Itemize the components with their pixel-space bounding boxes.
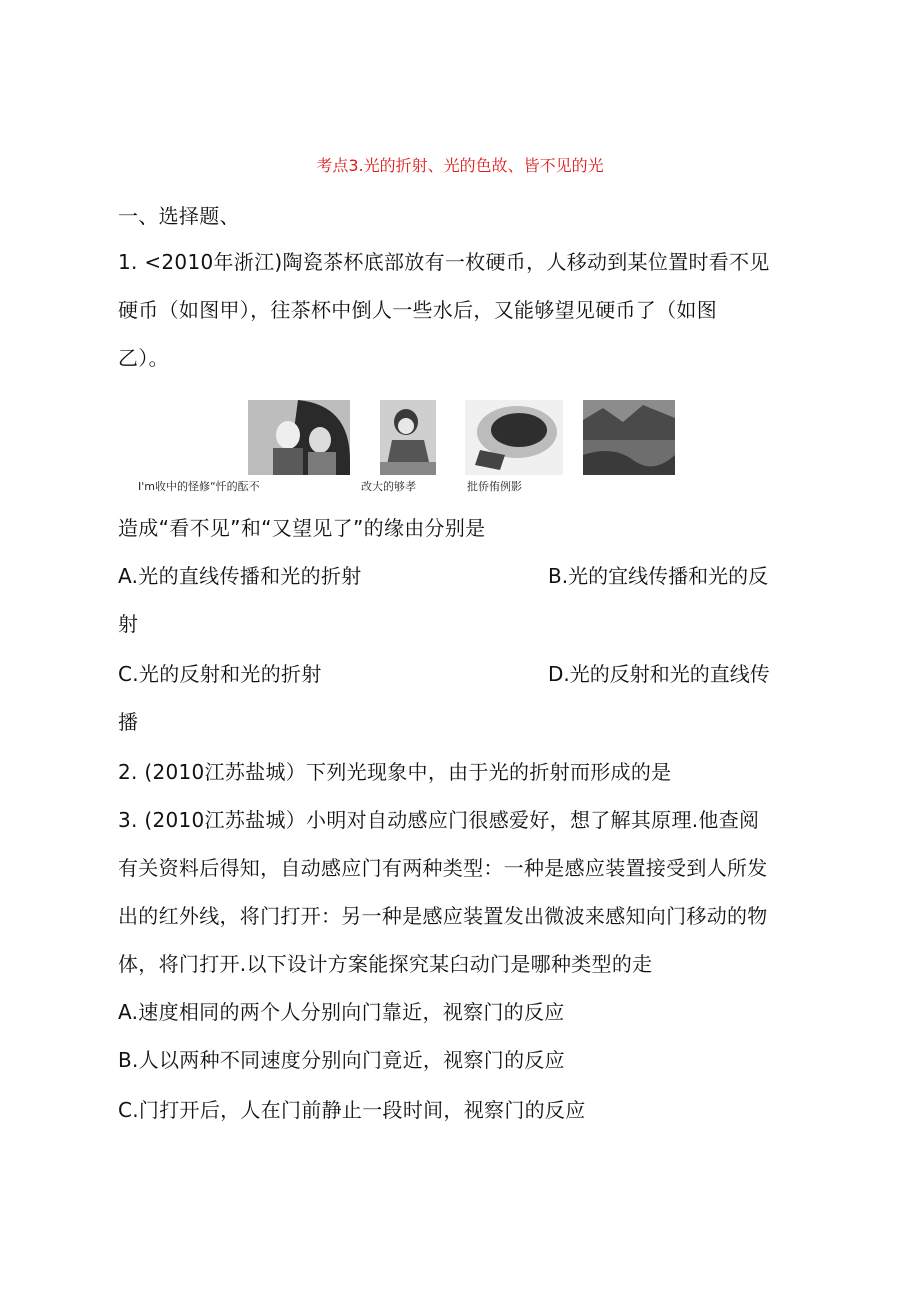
q3-text-line1: 3. (2010江苏盐城）小明对自动感应门很感爱好，想了解其原理.他查阅 [118, 808, 760, 832]
q3-text-line3: 出的红外线，将门打开：另一种是感应装置发出微波来感知向门移动的物 [118, 904, 768, 928]
page-title: 考点3.光的折射、光的色故、皆不见的光 [316, 156, 604, 175]
q3-option-a: A.速度相同的两个人分别向门靠近，视察门的反应 [118, 1000, 565, 1024]
q3-text-line2: 有关资料后得知，自动感应门有两种类型：一种是感应装置接受到人所发 [118, 856, 768, 880]
q3-text-line4: 体，将门打开.以下设计方案能探究某臼动门是哪种类型的走 [118, 952, 653, 976]
q1-option-a: A.光的直线传播和光的折射 [118, 564, 362, 588]
q2-text: 2. (2010江苏盐城）下列光现象中，由于光的折射而形成的是 [118, 760, 672, 784]
q1-option-b: B.光的宜线传播和光的反 [548, 564, 769, 588]
figure-photo-2 [380, 400, 436, 475]
q1-option-c: C.光的反射和光的折射 [118, 662, 322, 686]
figure-photo-1 [248, 400, 350, 475]
q1-text-line1: 1. <2010年浙江)陶瓷茶杯底部放有一枚硬币，人移动到某位置时看不见 [118, 250, 770, 274]
q1-text-line2: 硬币（如图甲），往茶杯中倒人一些水后，又能够望见硬币了（如图 [118, 298, 717, 322]
figure-caption-3: 批侨侑例影 [467, 480, 522, 493]
q3-option-c: C.门打开后，人在门前静止一段时间，视察门的反应 [118, 1098, 586, 1122]
figure-caption-2: 改大的够孝 [361, 480, 416, 493]
q1-option-d-continued: 播 [118, 710, 139, 734]
q1-option-b-continued: 射 [118, 612, 139, 636]
figure-caption-1: I'm收中的怪修“忏的酝不 [138, 480, 260, 493]
q3-option-b: B.人以两种不同速度分别向门竟近，视察门的反应 [118, 1048, 565, 1072]
section-heading: 一、选择题、 [118, 204, 240, 228]
q1-text-line3: 乙）。 [118, 346, 169, 370]
figure-photo-4 [583, 400, 675, 475]
q1-stem: 造成“看不见”和“又望见了”的缘由分别是 [118, 516, 486, 540]
q1-option-d: D.光的反射和光的直线传 [548, 662, 770, 686]
figure-photo-3 [465, 400, 563, 475]
